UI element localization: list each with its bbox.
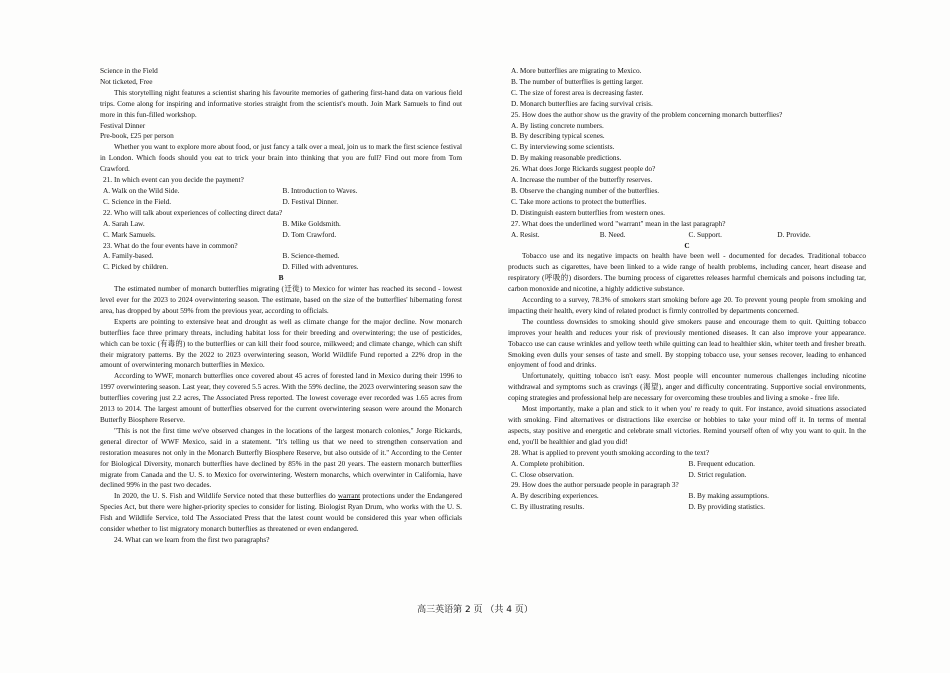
q24-option-c: C. The size of forest area is decreasing faster. <box>511 87 644 97</box>
event4-price: Pre-book, £25 per person <box>100 131 174 141</box>
passage-b-paragraph-3: According to WWF, monarch butterflies once covered about 45 acres of forested land in Mexico during their 1996 to 1997 overwintering season. Last year, they covered 5.5 acres. With the 59% decline, the 2023 overwintering season saw the butterflies covering just 2.2 acres, The Associated Press reported. The lowest coverage ever recorded was 1.65 acres from 2013 to 2014. The largest amount of butterflies observed for the current overwintering season were around the Monarch Butterfly Biosphere Reserve. <box>100 371 462 424</box>
q23-option-c: C. Picked by children. <box>103 262 169 272</box>
q28-option-b: B. Frequent education. <box>688 458 755 468</box>
event3-description: This storytelling night features a scientist sharing his favourite memories of gathering first-hand data on various field trips. Come along for inspiring and informative stories straight from the scientist's mouth. Join Mark Samuels to find out more in this fun-filled workshop. <box>100 87 462 119</box>
event3-price: Not ticketed, Free <box>100 76 153 86</box>
q29-options-row2 <box>508 502 866 513</box>
passage-c-paragraph-3: The countless downsides to smoking should give smokers pause and encourage them to quit. Quitting tobacco improves your health and reduces your risk of previously mentioned diseases. It can also improve your appearance. Tobacco use can cause wrinkles and yellow teeth while quitting can lead to healthier skin, whiter teeth and fresher breath. Smoking even dulls your senses of taste and smell. By stopping tobacco use, your senses recover, leading to enhanced enjoyment of food and drinks. <box>508 316 866 370</box>
question-28: 28. What is applied to prevent youth smoking according to the text? <box>511 447 710 457</box>
section-c-heading: C <box>684 240 690 250</box>
passage-c-paragraph-1: Tobacco use and its negative impacts on health have been well - documented for decades. Traditional tobacco products such as cigarettes, have been linked to a wide range of health problems, including cancer, heart disease and respiratory (呼吸的) disorders. The burning process of cigarettes releases harmful chemicals and poisons including tar, carbon monoxide and nicotine, a highly addictive substance. <box>508 251 866 294</box>
q29-option-a: A. By describing experiences. <box>511 491 599 501</box>
q28-option-d: D. Strict regulation. <box>688 469 747 479</box>
passage-b-paragraph-1: The estimated number of monarch butterflies migrating (迁徙) to Mexico for winter has reached its second - lowest level ever for the 2023 to 2024 overwintering season. The estimate, based on the size of the butterflies' hibernating forest area, has dropped by about 59% from the previous year, according to officials. <box>100 284 462 315</box>
q29-option-c: C. By illustrating results. <box>511 502 585 512</box>
q24-option-b: B. The number of butterflies is getting larger. <box>511 76 644 86</box>
q26-option-d: D. Distinguish eastern butterflies from western ones. <box>511 207 666 217</box>
question-26: 26. What does Jorge Rickards suggest people do? <box>511 164 656 174</box>
q23-option-b: B. Science-themed. <box>282 251 340 261</box>
question-21: 21. In which event can you decide the payment? <box>103 175 244 185</box>
passage-b-paragraph-2: Experts are pointing to extensive heat and drought as well as climate change for the major decline. Now monarch butterflies face three primary threats, including habitat loss for their breeding and overwintering; the use of pesticides, which can be toxic (有毒的) to the butterflies or can kill their food source, milkweed; and climate change, which can shift their migratory patterns. By the 2022 to 2023 overwintering season, World Wildlife Fund reported a 22% drop in the amount of overwintering monarch butterflies in Mexico. <box>100 316 462 370</box>
q27-option-c: C. Support. <box>688 229 722 239</box>
q26-option-a: A. Increase the number of the butterfly reserves. <box>511 175 653 185</box>
passage-b-paragraph-5 <box>100 491 462 535</box>
left-column <box>100 66 462 546</box>
question-29: 29. How does the author persuade people in paragraph 3? <box>511 480 679 490</box>
q21-options-row2 <box>100 197 462 208</box>
q21-option-a: A. Walk on the Wild Side. <box>103 185 180 195</box>
q22-option-d: D. Tom Crawford. <box>282 229 337 239</box>
q22-option-a: A. Sarah Law. <box>103 218 145 228</box>
event4-title: Festival Dinner <box>100 120 146 130</box>
q24-option-d: D. Monarch butterflies are facing survival crisis. <box>511 98 653 108</box>
q28-option-a: A. Complete prohibition. <box>511 458 585 468</box>
passage-b-paragraph-4: "This is not the first time we've observed changes in the locations of the largest monarch colonies," Jorge Rickards, general director of WWF Mexico, said in a statement. "It's telling us that we need to strengthen conservation and restoration measures not only in the Monarch Butterfly Biosphere Reserve, but also outside of it." According to the Center for Biological Diversity, monarch butterflies have declined by 85% in the past 20 years. The eastern monarch butterflies migrate from Canada and the U. S. to Mexico for overwintering. Western monarchs, which overwinter in California, have declined 99% in the past two decades. <box>100 425 462 490</box>
passage-c-paragraph-2: According to a survey, 78.3% of smokers start smoking before age 20. To prevent young people from smoking and impacting their health, every kind of related product is firmly controlled by departments concerned. <box>508 295 866 315</box>
q28-options-row1 <box>508 459 866 470</box>
q25-option-b: B. By describing typical scenes. <box>511 131 605 141</box>
q22-option-c: C. Mark Samuels. <box>103 229 156 239</box>
q22-options-row2 <box>100 230 462 241</box>
q29-options-row1 <box>508 491 866 502</box>
q21-options-row1 <box>100 186 462 197</box>
q23-options-row1 <box>100 251 462 262</box>
right-column <box>508 66 866 513</box>
paragraph-5-start: In 2020, the U. S. Fish and Wildlife Service noted that these butterflies do <box>114 491 338 501</box>
q21-option-b: B. Introduction to Waves. <box>282 185 358 195</box>
q23-option-d: D. Filled with adventures. <box>282 262 359 272</box>
question-24: 24. What can we learn from the first two paragraphs? <box>114 534 270 544</box>
q23-options-row2 <box>100 262 462 273</box>
q21-option-c: C. Science in the Field. <box>103 196 172 206</box>
q25-option-a: A. By listing concrete numbers. <box>511 120 604 130</box>
event3-title: Science in the Field <box>100 66 158 75</box>
q25-option-d: D. By making reasonable predictions. <box>511 153 622 163</box>
question-25: 25. How does the author show us the gravity of the problem concerning monarch butterflies? <box>511 109 783 119</box>
section-b-heading: B <box>278 273 284 283</box>
question-27: 27. What does the underlined word "warrant" mean in the last paragraph? <box>511 218 726 228</box>
page-footer: 高三英语第 2 页 （共 4 页） <box>417 605 533 615</box>
q26-option-c: C. Take more actions to protect the butterflies. <box>511 196 647 206</box>
q22-option-b: B. Mike Goldsmith. <box>282 218 341 228</box>
q28-options-row2 <box>508 470 866 481</box>
q21-option-d: D. Festival Dinner. <box>282 196 339 206</box>
q29-option-b: B. By making assumptions. <box>688 491 769 501</box>
question-22: 22. Who will talk about experiences of collecting direct data? <box>103 207 283 217</box>
q23-option-a: A. Family-based. <box>103 251 154 261</box>
q28-option-c: C. Close observation. <box>511 469 574 479</box>
event4-description: Whether you want to explore more about food, or just fancy a talk over a meal, join us to mark the first science festival in London. Which foods should you eat to trick your brain into thinking that you are full? Find out more from Tom Crawford. <box>100 142 462 174</box>
q22-options-row1 <box>100 219 462 230</box>
q25-option-c: C. By interviewing some scientists. <box>511 142 615 152</box>
q27-option-a: A. Resist. <box>511 229 540 239</box>
q29-option-d: D. By providing statistics. <box>688 502 765 512</box>
passage-c-paragraph-5: Most importantly, make a plan and stick to it when you' re ready to quit. For instance, avoid situations associated with smoking. Find alternatives or distractions like exercise or hobbies to take your mind off it. In terms of mental aspects, stay positive and energetic and celebrate small victories. Remind yourself often of why you want to quit. In the end, you'll be healthier and glad you did! <box>508 404 866 446</box>
question-23: 23. What do the four events have in common? <box>103 240 238 250</box>
q27-options-row <box>508 230 866 241</box>
q27-option-b: B. Need. <box>599 229 626 239</box>
passage-c-paragraph-4: Unfortunately, quitting tobacco isn't easy. Most people will encounter numerous challenges including nicotine withdrawal and symptoms such as cravings (渴望), anger and difficulty concentrating. Supportive social environments, coping strategies and professional help are necessary for overcoming these troubles and living a smoke - free life. <box>508 371 866 403</box>
underlined-word-warrant: warrant <box>337 491 361 501</box>
q26-option-b: B. Observe the changing number of the butterflies. <box>511 185 660 195</box>
q24-option-a: A. More butterflies are migrating to Mexico. <box>511 66 642 75</box>
q27-option-d: D. Provide. <box>777 229 811 239</box>
paragraph-5-rest: protections under the Endangered Species Act, but there were higher-priority species to consider for listing. Biologist Ryan Drum, who works with the U. S. Fish and Wildlife Service, told The Associated Press that the latest count would be considered this year when officials consider whether to list migratory monarch butterflies as threatened or even endangered. <box>100 491 462 534</box>
